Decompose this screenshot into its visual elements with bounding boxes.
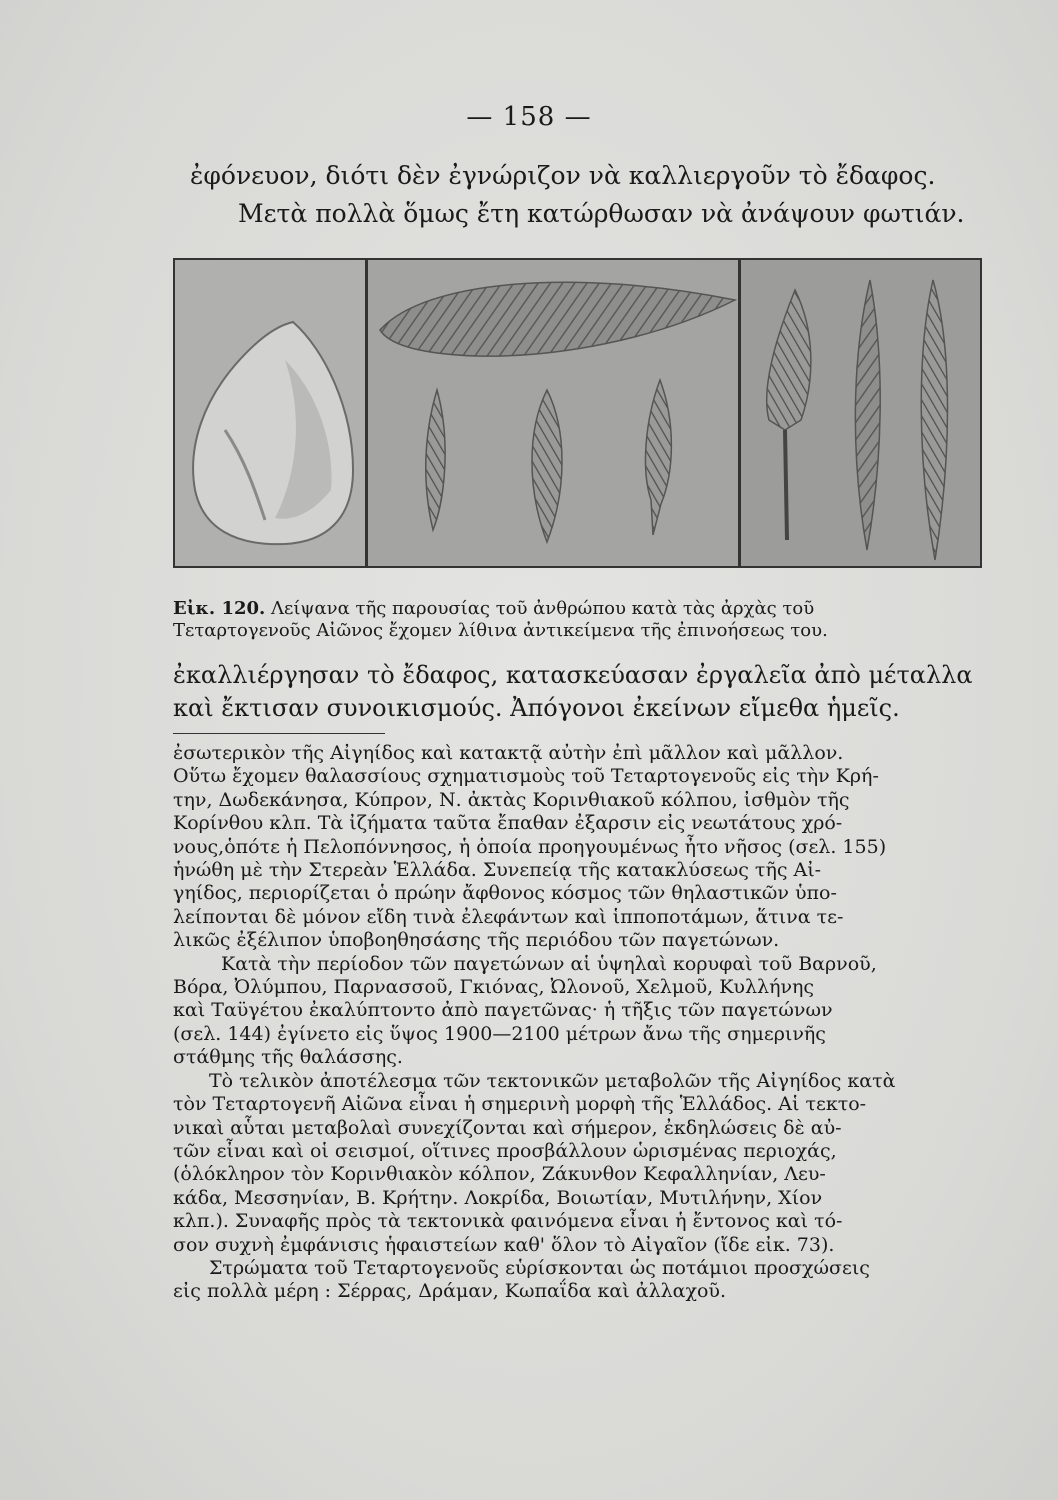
text-line: ἐφόνευον, διότι δὲν ἐγνώριζον νὰ καλλιεργοῦν τὸ ἔδαφος. [190, 161, 936, 190]
text-line: Κατὰ τὴν περίοδον τῶν παγετώνων αἱ ὑψηλαὶ κορυφαὶ τοῦ Βαρνοῦ, [221, 952, 877, 975]
text-line: ἐκαλλιέργησαν τὸ ἔδαφος, κατασκεύασαν ἐργαλεῖα ἀπὸ μέταλλα [173, 661, 973, 689]
text-line: νικαὶ αὗται μεταβολαὶ συνεχίζονται καὶ σήμερον, ἐκδηλώσεις δὲ αὐ- [173, 1116, 842, 1139]
text-line: κλπ.). Συναφῆς πρὸς τὰ τεκτονικὰ φαινόμενα εἶναι ἡ ἔντονος καὶ τό- [173, 1210, 843, 1233]
section-divider [173, 733, 385, 734]
text-line: νους,ὁπότε ἡ Πελοπόννησος, ἡ ὁποία προηγουμένως ἦτο νῆσος (σελ. 155) [173, 835, 887, 858]
caption-label: Εἰκ. 120. [173, 598, 266, 619]
text-line: Κορίνθου κλπ. Τὰ ἰζήματα ταῦτα ἔπαθαν ἐξαρσιν εἰς νεωτάτους χρό- [173, 812, 843, 835]
caption-text: Λείψανα τῆς παρουσίας τοῦ ἀνθρώπου κατὰ τὰς ἀρχὰς τοῦ [271, 598, 815, 619]
text-line: τῶν εἶναι καὶ οἱ σεισμοί, οἵτινες προσβάλλουν ὡρισμένας περιοχάς, [173, 1139, 837, 1162]
text-line: λικῶς ἐξέλιπον ὑποβοηθησάσης τῆς περιόδου τῶν παγετώνων. [173, 929, 780, 952]
text-line: εἰς πολλὰ μέρη : Σέρρας, Δράμαν, Κωπαΐδα καὶ ἀλλαχοῦ. [173, 1280, 727, 1303]
text-line: καὶ Ταϋγέτου ἐκαλύπτοντο ἀπὸ παγετῶνας· ἡ τῆξις τῶν παγετώνων [173, 999, 833, 1022]
text-line: Στρώματα τοῦ Τεταρτογενοῦς εὑρίσκονται ὡς ποτάμιοι προσχώσεις [209, 1256, 870, 1279]
page-number: — 158 — [466, 102, 592, 132]
point-tang [785, 430, 787, 540]
caption-line [173, 598, 983, 620]
text-line: ἡνώθη μὲ τὴν Στερεὰν Ἑλλάδα. Συνεπείᾳ τῆς κατακλύσεως τῆς Αἰ- [173, 859, 822, 882]
text-line: κάδα, Μεσσηνίαν, Β. Κρήτην. Λοκρίδα, Βοιωτίαν, Μυτιλήνην, Χίον [173, 1186, 823, 1209]
text-line: γηίδος, περιορίζεται ὁ πρώην ἄφθονος κόσμος τῶν θηλαστικῶν ὑπο- [173, 882, 837, 905]
text-line: καὶ ἔκτισαν συνοικισμούς. Ἀπόγονοι ἐκείνων εἴμεθα ἡμεῖς. [173, 694, 900, 722]
text-line: Οὕτω ἔχομεν θαλασσίους σχηματισμοὺς τοῦ Τεταρτογενοῦς εἰς τὴν Κρή- [173, 765, 879, 788]
text-line: Τὸ τελικὸν ἀποτέλεσμα τῶν τεκτονικῶν μεταβολῶν τῆς Αἰγηίδος κατὰ [209, 1069, 896, 1092]
section-text [173, 660, 988, 724]
text-line: (σελ. 144) ἐγίνετο εἰς ὕψος 1900—2100 μέτρων ἄνω τῆς σημερινῆς [173, 1022, 826, 1045]
stone-tools-illustration [175, 260, 980, 566]
text-line: ἐσωτερικὸν τῆς Αἰγηίδος καὶ κατακτᾷ αὐτὴν ἐπὶ μᾶλλον καὶ μᾶλλον. [173, 742, 844, 764]
text-line: Βόρα, Ὀλύμπου, Παρνασσοῦ, Γκιόνας, Ὠλονοῦ, Χελμοῦ, Κυλλήνης [173, 976, 815, 999]
text-line: Μετὰ πολλὰ ὅμως ἔτη κατώρθωσαν νὰ ἀνάψουν φωτιάν. [238, 199, 965, 228]
text-line: τὸν Τεταρτογενῆ Αἰῶνα εἶναι ἡ σημερινὴ μορφὴ τῆς Ἑλλάδος. Αἱ τεκτο- [173, 1093, 867, 1116]
text-line: στάθμης τῆς θαλάσσης. [173, 1046, 403, 1069]
text-line: σον συχνὴ ἐμφάνισις ἡφαιστείων καθ' ὅλον τὸ Αἰγαῖον (ἴδε εἰκ. 73). [173, 1233, 835, 1256]
text-line: λείπονται δὲ μόνον εἴδη τινὰ ἐλεφάντων καὶ ἱπποποτάμων, ἅτινα τε- [173, 905, 844, 928]
main-text [173, 742, 988, 1304]
caption-line: Τεταρτογενοῦς Αἰῶνος ἔχομεν λίθινα ἀντικείμενα τῆς ἐπινοήσεως του. [173, 620, 828, 641]
intro-text [190, 160, 990, 230]
text-line: την, Δωδεκάνησα, Κύπρον, Ν. ἀκτὰς Κορινθιακοῦ κόλπου, ἰσθμὸν τῆς [173, 788, 850, 811]
figure-caption [173, 598, 983, 642]
text-line: (ὁλόκληρον τὸν Κορινθιακὸν κόλπον, Ζάκυνθον Κεφαλληνίαν, Λευ- [173, 1163, 826, 1186]
stone-tools-figure [173, 258, 982, 568]
